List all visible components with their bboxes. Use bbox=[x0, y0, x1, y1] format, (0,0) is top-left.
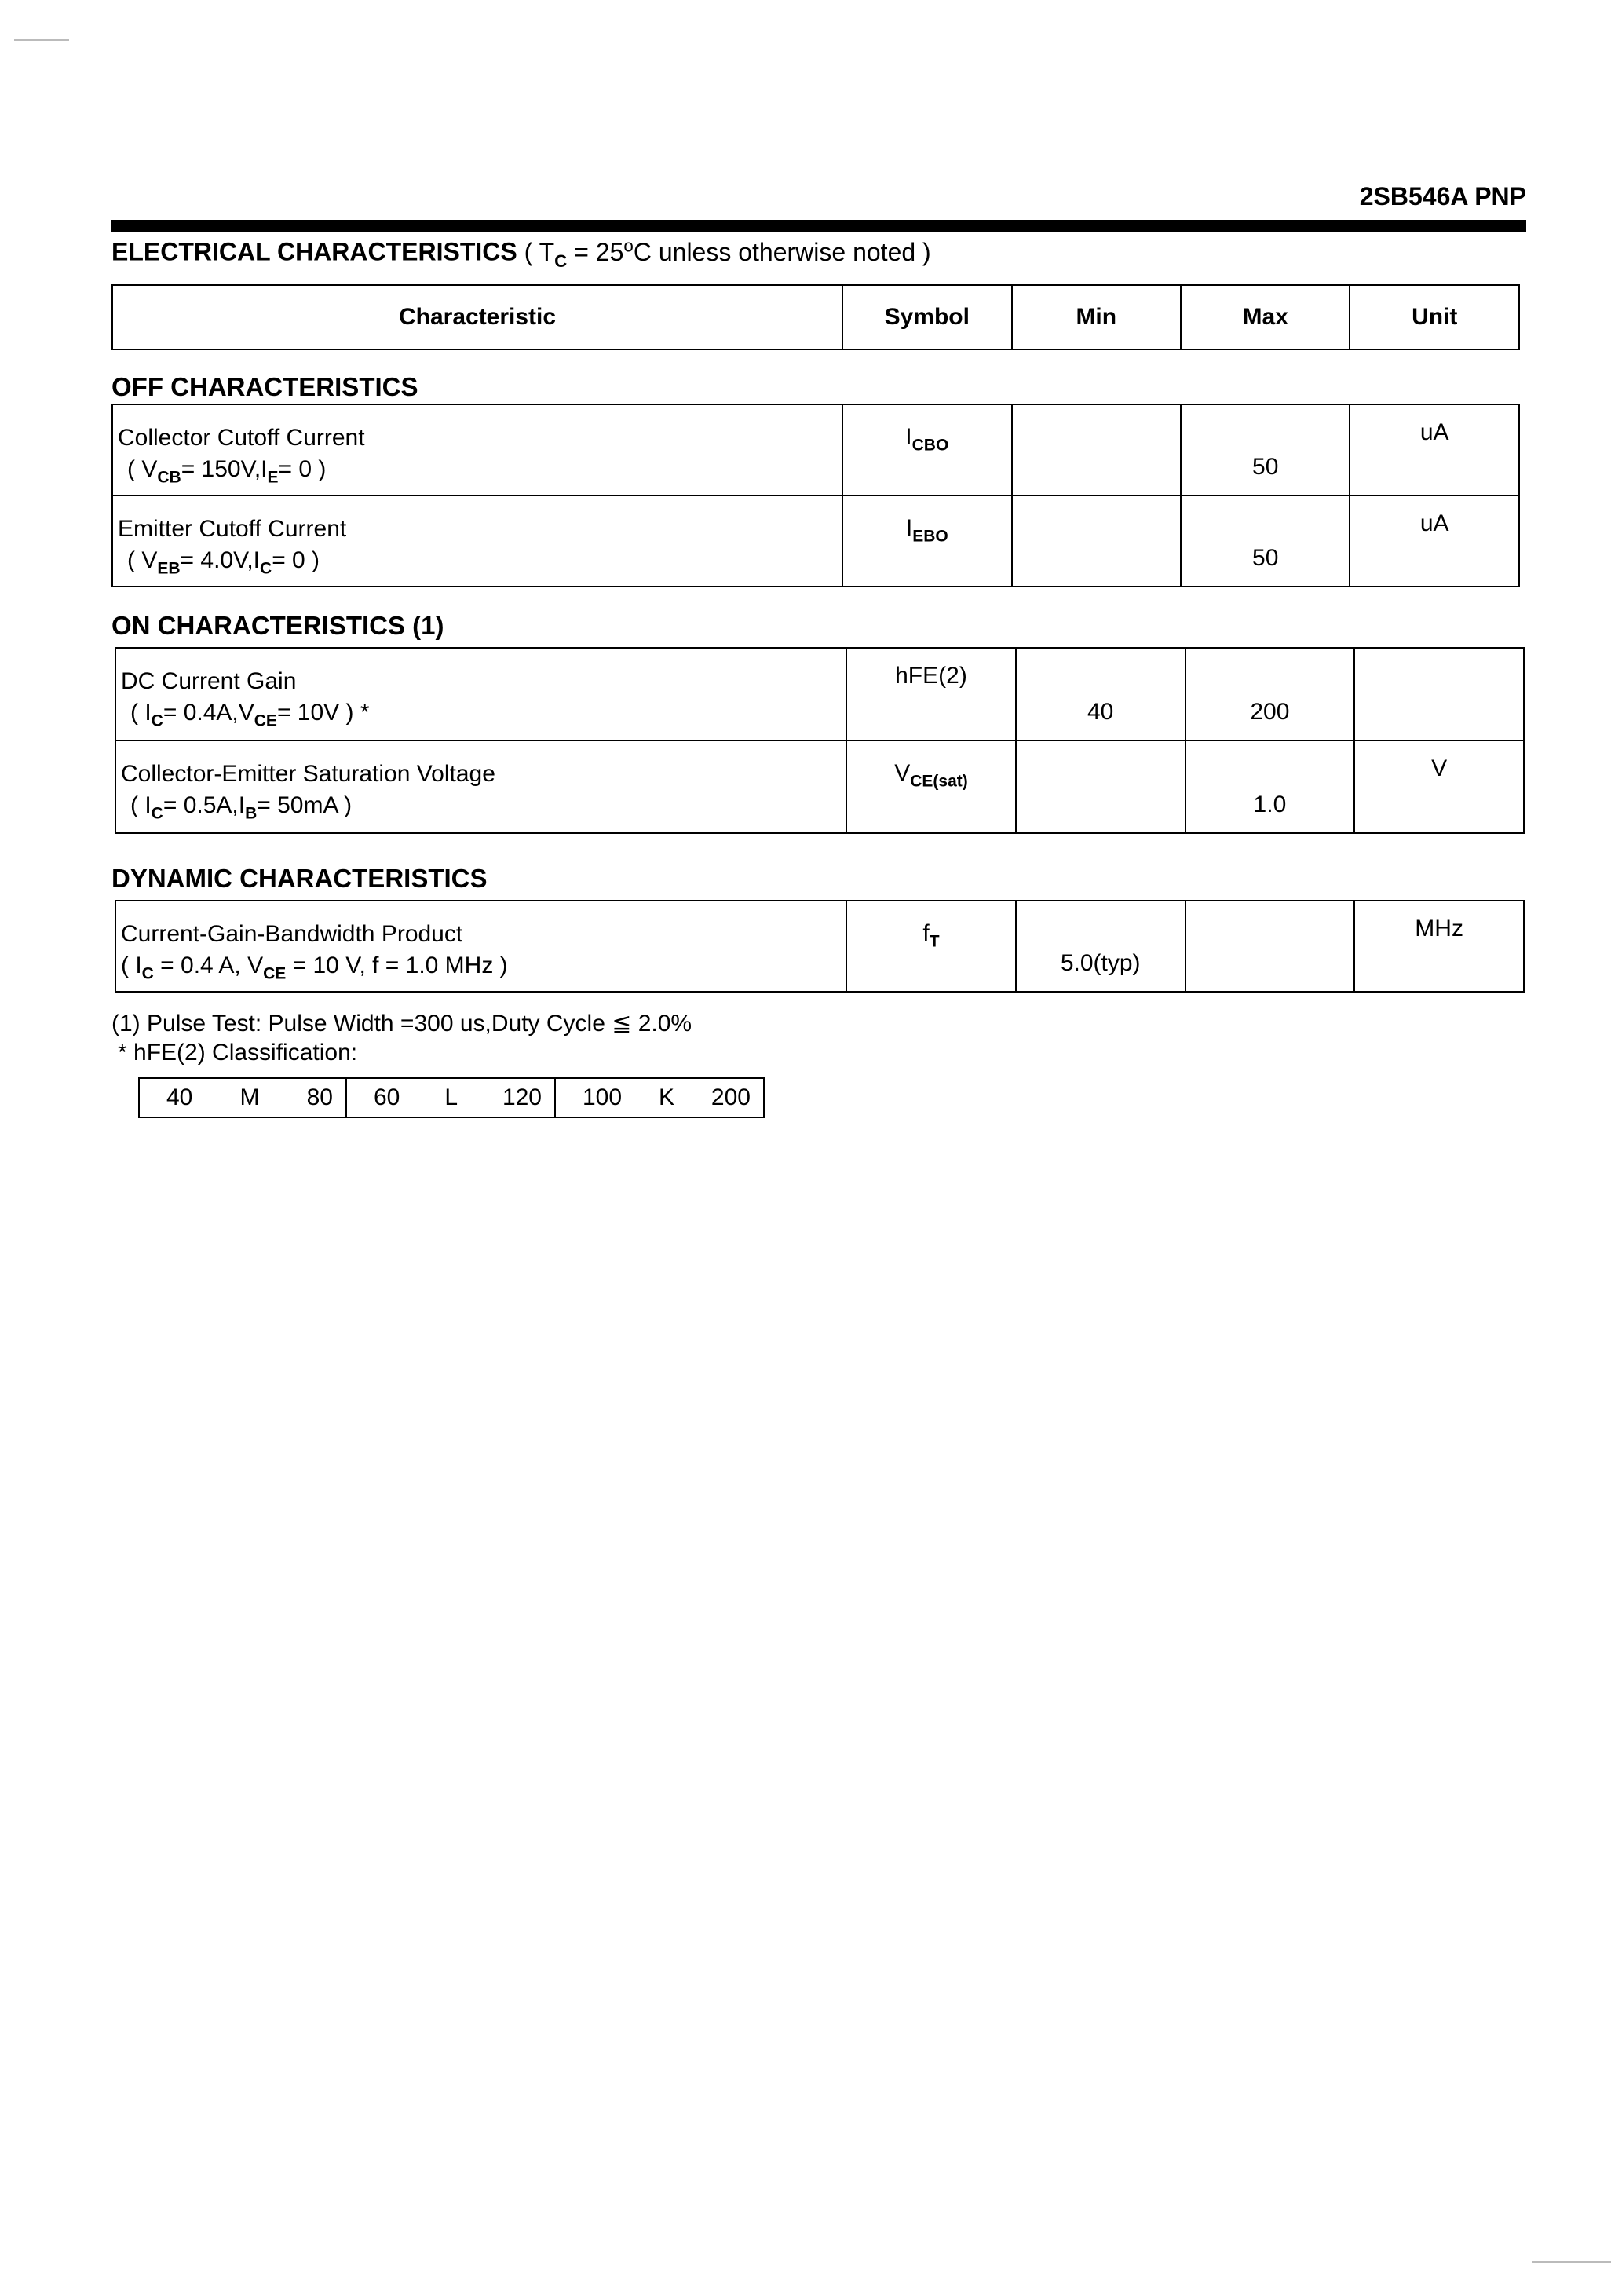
test-condition: ( $I_C= 0.4A,V_{CE}= 10V$ ) * bbox=[130, 700, 370, 730]
classification-cell: 40 M 80 bbox=[139, 1078, 346, 1117]
symbol-cell: $V_{CE(sat)}$ bbox=[846, 740, 1016, 833]
page-title bbox=[111, 236, 931, 271]
characteristic-cell bbox=[115, 901, 846, 992]
min-cell bbox=[1012, 404, 1181, 495]
unit-cell: uA bbox=[1350, 495, 1519, 587]
header-characteristic: Characteristic bbox=[112, 285, 842, 349]
characteristic-name: Collector-Emitter Saturation Voltage bbox=[121, 761, 495, 787]
test-condition: ( $I_C= 0.5A,I_B= 50mA$ ) bbox=[130, 792, 353, 823]
header-unit: Unit bbox=[1350, 285, 1519, 349]
unit-cell bbox=[1354, 648, 1524, 740]
unit-cell: uA bbox=[1350, 404, 1519, 495]
dynamic-characteristics-table bbox=[115, 900, 1525, 993]
test-condition: ( $V_{EB}= 4.0V,I_C= 0$ ) bbox=[127, 547, 320, 578]
section-heading-off: OFF CHARACTERISTICS bbox=[111, 372, 418, 401]
table-row bbox=[112, 495, 1519, 587]
table-row bbox=[115, 901, 1524, 992]
table-row bbox=[115, 740, 1524, 833]
symbol-cell: $f_T$ bbox=[846, 901, 1016, 992]
test-condition: ( $I_C = 0.4$ A, $V_{CE} = 10$ V, f = 1.0 MHz ) bbox=[121, 952, 508, 983]
header-min: Min bbox=[1012, 285, 1181, 349]
characteristic-name: Current-Gain-Bandwidth Product bbox=[121, 921, 463, 947]
characteristic-name: Emitter Cutoff Current bbox=[118, 516, 347, 542]
max-cell: 1.0 bbox=[1185, 740, 1355, 833]
on-characteristics-table bbox=[115, 647, 1525, 834]
min-cell bbox=[1016, 740, 1185, 833]
classification-note: * hFE(2) Classification: bbox=[118, 1040, 358, 1066]
characteristic-name: Collector Cutoff Current bbox=[118, 425, 365, 451]
symbol-cell: $I_{CBO}$ bbox=[842, 404, 1011, 495]
title-main: ELECTRICAL CHARACTERISTICS bbox=[111, 237, 517, 266]
classification-cell: 100 K 200 bbox=[555, 1078, 764, 1117]
min-cell bbox=[1012, 495, 1181, 587]
characteristic-cell bbox=[115, 740, 846, 833]
header-rule bbox=[111, 220, 1526, 232]
pulse-test-note: (1) Pulse Test: Pulse Width =300 us,Duty Cycle ≦ 2.0% bbox=[111, 1011, 692, 1036]
scan-mark bbox=[14, 39, 69, 41]
section-heading-dynamic: DYNAMIC CHARACTERISTICS bbox=[111, 864, 488, 893]
symbol-cell: $I_{EBO}$ bbox=[842, 495, 1011, 587]
max-cell: 50 bbox=[1181, 404, 1350, 495]
title-condition: ( $T_C = 25^oC$ unless otherwise noted ) bbox=[524, 236, 931, 271]
header-symbol: Symbol bbox=[842, 285, 1011, 349]
header-max: Max bbox=[1181, 285, 1350, 349]
characteristic-cell bbox=[115, 648, 846, 740]
scan-mark bbox=[1532, 2261, 1611, 2263]
classification-cell: 60 L 120 bbox=[346, 1078, 555, 1117]
characteristic-cell bbox=[112, 495, 842, 587]
characteristic-name: DC Current Gain bbox=[121, 668, 297, 694]
section-heading-on: ON CHARACTERISTICS (1) bbox=[111, 611, 444, 640]
hfe-classification-table bbox=[138, 1077, 765, 1118]
table-row bbox=[112, 404, 1519, 495]
table-row bbox=[115, 648, 1524, 740]
max-cell bbox=[1185, 901, 1355, 992]
unit-cell: MHz bbox=[1354, 901, 1524, 992]
column-header-table bbox=[111, 284, 1520, 350]
min-cell: 40 bbox=[1016, 648, 1185, 740]
off-characteristics-table bbox=[111, 404, 1520, 587]
unit-cell: V bbox=[1354, 740, 1524, 833]
symbol-cell: hFE(2) bbox=[846, 648, 1016, 740]
characteristic-cell bbox=[112, 404, 842, 495]
min-cell: 5.0(typ) bbox=[1016, 901, 1185, 992]
max-cell: 200 bbox=[1185, 648, 1355, 740]
test-condition: ( $V_{CB}= 150V,I_E= 0$ ) bbox=[127, 456, 327, 487]
part-number: 2SB546A PNP bbox=[1359, 182, 1526, 210]
max-cell: 50 bbox=[1181, 495, 1350, 587]
